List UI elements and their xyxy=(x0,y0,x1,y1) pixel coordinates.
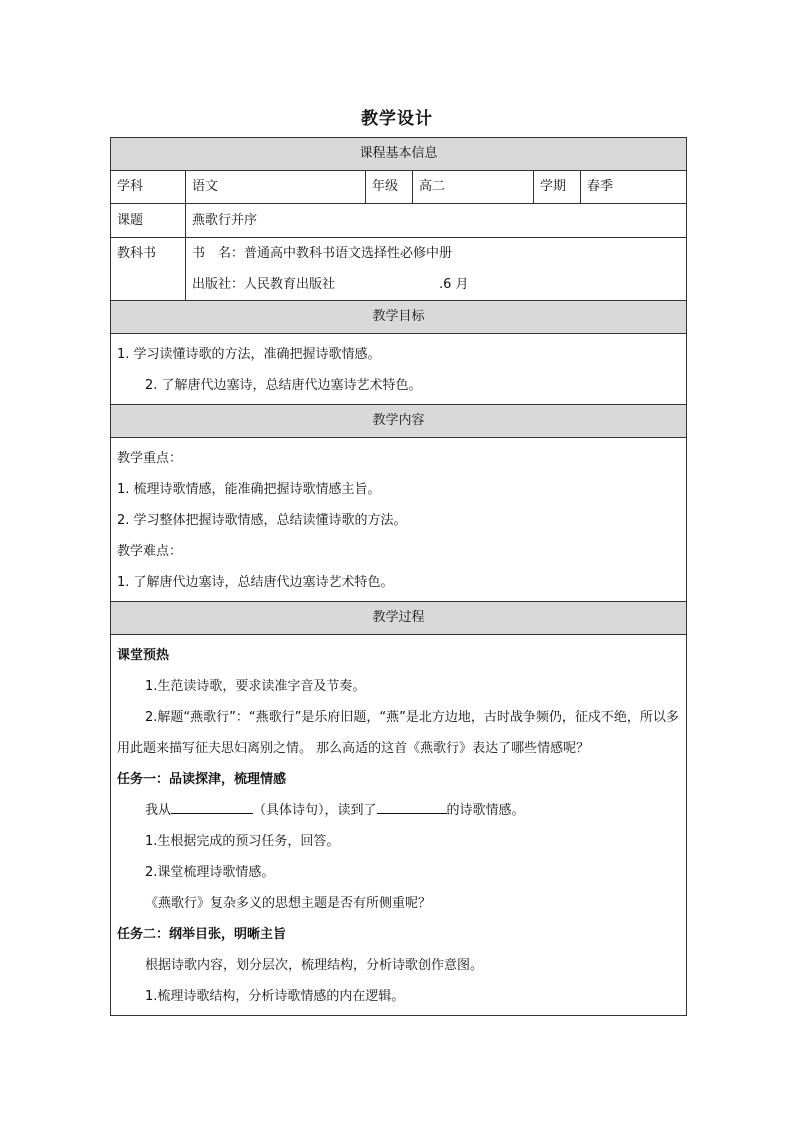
process-block xyxy=(111,635,686,1015)
key-point-item: 2. 学习整体把握诗歌情感，总结读懂诗歌的方法。 xyxy=(117,513,407,528)
term-label: 学期 xyxy=(534,171,581,203)
key-point-item: 1. 梳理诗歌情感，能准确把握诗歌情感主旨。 xyxy=(117,482,381,497)
fill-blank-line xyxy=(171,799,253,814)
fill-text-b: （具体诗句），读到了 xyxy=(253,803,377,818)
section-header-basic-info: 课程基本信息 xyxy=(111,138,686,171)
subject-value: 语文 xyxy=(186,171,366,203)
content-block xyxy=(111,438,686,602)
task-one-step: 2.课堂梳理诗歌情感。 xyxy=(145,865,275,880)
section-header-goals: 教学目标 xyxy=(111,301,686,334)
publication-month: .6 月 xyxy=(439,277,469,292)
fill-text-a: 我从 xyxy=(145,803,172,818)
topic-row xyxy=(111,204,686,238)
lesson-plan-table xyxy=(110,137,687,1016)
term-value: 春季 xyxy=(587,179,614,194)
task-two-step: 1.梳理诗歌结构，分析诗歌情感的内在逻辑。 xyxy=(145,989,405,1004)
warmup-title: 课堂预热 xyxy=(117,648,170,663)
grade-label: 年级 xyxy=(366,171,413,203)
task-one-step: 1.生根据完成的预习任务，回答。 xyxy=(145,834,340,849)
textbook-row xyxy=(111,238,686,301)
grade-value: 高二 xyxy=(413,171,534,203)
task-two-title: 任务二：纲举目张，明晰主旨 xyxy=(117,927,287,942)
goals-block xyxy=(111,334,686,405)
publisher: 出版社：人民教育出版社 xyxy=(192,277,336,292)
task-one-title: 任务一：品读探津，梳理情感 xyxy=(117,772,287,787)
subject-label: 学科 xyxy=(111,171,186,203)
key-points-label: 教学重点： xyxy=(117,451,183,466)
task-one-question: 《燕歌行》复杂多义的思想主题是否有所侧重呢？ xyxy=(145,896,432,911)
subject-row xyxy=(111,171,686,204)
book-name: 书 名：普通高中教科书语文选择性必修中册 xyxy=(192,246,453,261)
fill-blank-line xyxy=(377,799,447,814)
difficulty-label: 教学难点： xyxy=(117,544,183,559)
page-title: 教学设计 xyxy=(361,109,433,129)
topic-label: 课题 xyxy=(111,204,186,237)
publisher-line xyxy=(192,269,686,300)
difficulty-item: 1. 了解唐代边塞诗，总结唐代边塞诗艺术特色。 xyxy=(117,575,394,590)
warmup-step: 2.解题“燕歌行”：“燕歌行”是乐府旧题，“燕”是北方边地，古时战争频仍，征戍不绝，所以多用此题来描写征夫思妇离别之情。 那么高适的这首《燕歌行》表达了哪些情感呢？ xyxy=(117,710,679,756)
section-header-content: 教学内容 xyxy=(111,405,686,438)
warmup-step: 1.生范读诗歌，要求读准字音及节奏。 xyxy=(145,679,366,694)
section-header-process: 教学过程 xyxy=(111,602,686,635)
task-two-intro: 根据诗歌内容，划分层次，梳理结构，分析诗歌创作意图。 xyxy=(145,958,484,973)
textbook-info xyxy=(186,238,686,300)
goal-item: 2. 了解唐代边塞诗，总结唐代边塞诗艺术特色。 xyxy=(145,378,422,393)
goal-item: 1. 学习读懂诗歌的方法，准确把握诗歌情感。 xyxy=(117,347,381,362)
topic-value: 燕歌行并序 xyxy=(192,213,258,228)
textbook-label: 教科书 xyxy=(111,238,186,300)
fill-in-sentence xyxy=(117,795,680,826)
fill-text-c: 的诗歌情感。 xyxy=(446,803,525,818)
